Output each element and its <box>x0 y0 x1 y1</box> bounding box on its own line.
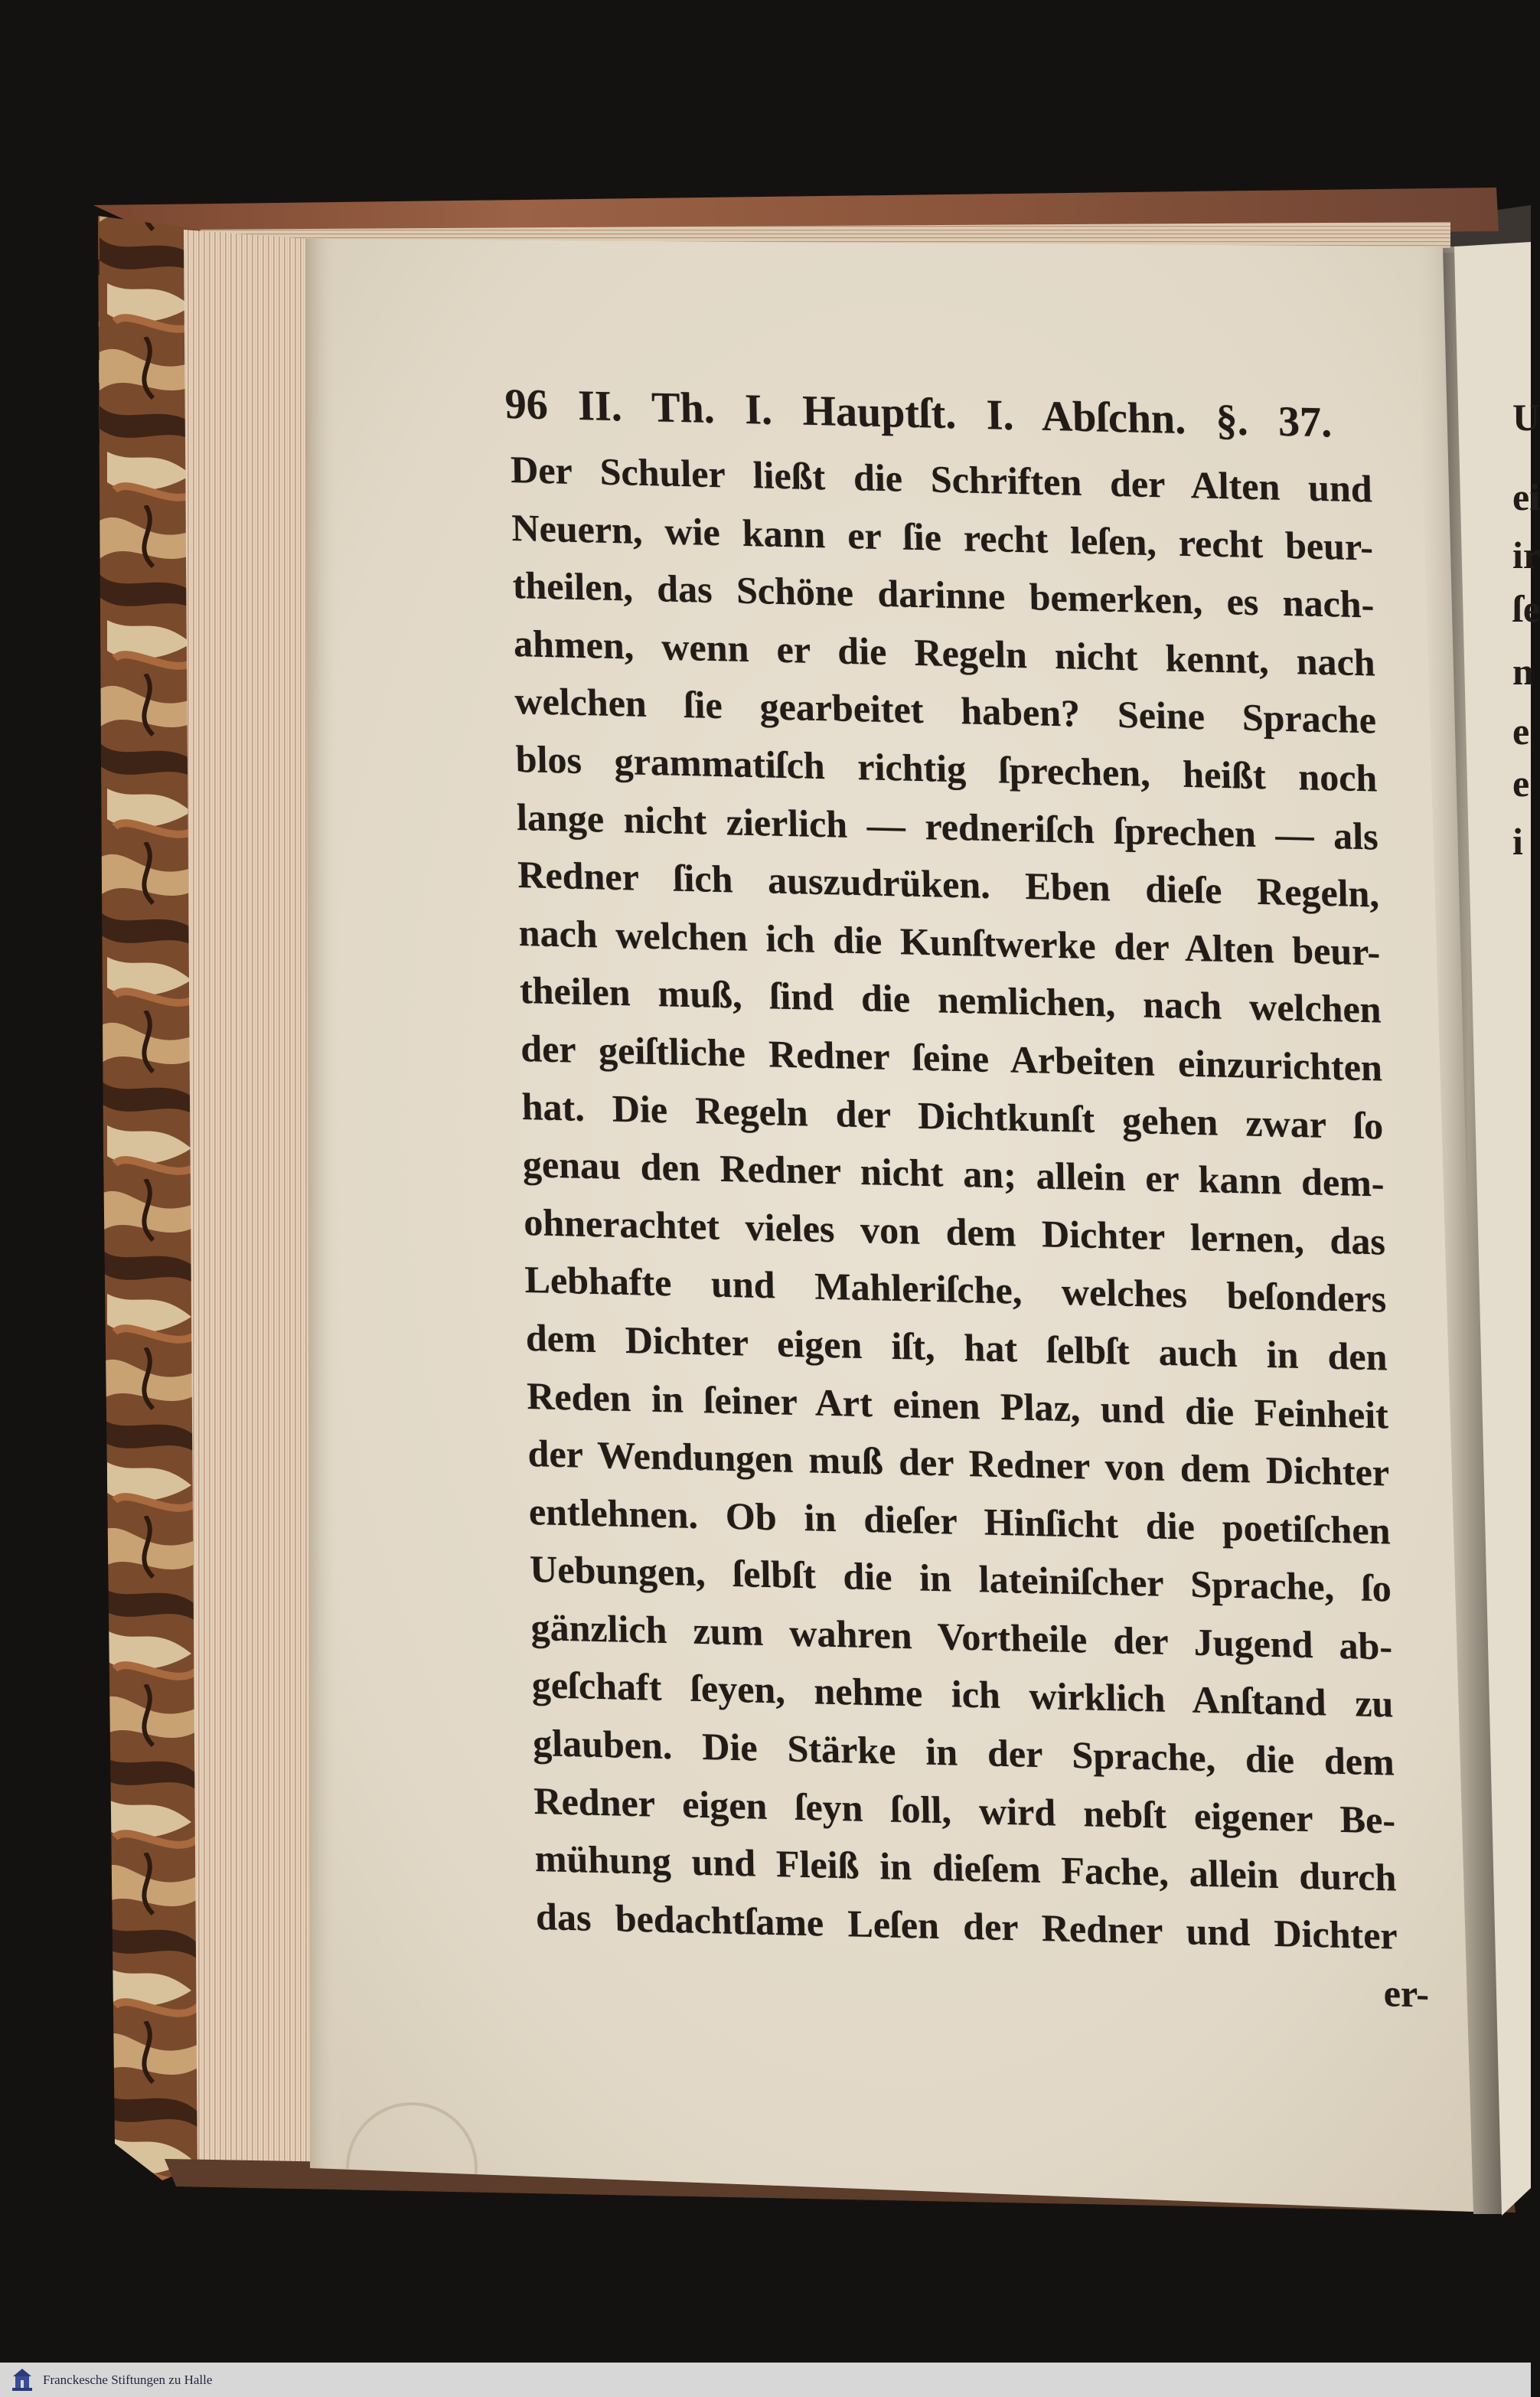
right-page-fragment: U <box>1512 396 1540 439</box>
text-line: ohnerachtet vieles von dem Dichter lernen, das <box>523 1200 1386 1263</box>
text-line: hat. Die Regeln der Dichtkunſt gehen zwar ſo <box>521 1084 1384 1148</box>
text-line: der geiſtliche Redner ſeine Arbeiten einzurichten <box>520 1026 1383 1089</box>
text-line: geſchaft ſeyen, nehme ich wirklich Anſtand zu <box>531 1663 1394 1726</box>
text-line: dem Dichter eigen iſt, hat ſelbſt auch in den <box>525 1315 1388 1379</box>
text-line: lange nicht zierlich — redneriſch ſprechen — als <box>516 795 1378 858</box>
institution-name[interactable]: Franckesche Stiftungen zu Halle <box>43 2372 213 2387</box>
text-line: mühung und Fleiß in dieſem Fache, allein durch <box>534 1837 1397 1899</box>
left-page-shade <box>306 239 341 2169</box>
running-header: 96 II. Th. I. Hauptſt. I. Abſchn. §. 37. <box>504 380 1333 447</box>
text-line: Lebhafte und Mahleriſche, welches beſonders <box>524 1258 1387 1321</box>
right-page-fragment: ei <box>1512 475 1540 518</box>
page-text <box>504 375 1430 2023</box>
text-line: Redner ſich auszudrüken. Eben dieſe Regeln, <box>517 853 1380 916</box>
right-page-fragment: ſe <box>1512 587 1540 630</box>
text-line: entlehnen. Ob in dieſer Hinſicht die poetiſchen <box>528 1489 1391 1553</box>
text-line: blos grammatiſch richtig ſprechen, heißt noch <box>515 736 1378 800</box>
right-page-fragment: e <box>1512 762 1530 805</box>
text-line: theilen muß, ſind die nemlichen, nach welchen <box>519 968 1382 1031</box>
footer-bar <box>0 2363 1531 2397</box>
franckesche-stiftungen-logo-icon[interactable] <box>11 2367 34 2393</box>
right-page-text <box>1458 245 1540 2205</box>
catchword: er- <box>1383 1971 1430 2016</box>
text-line: ahmen, wenn er die Regeln nicht kennt, nach <box>513 621 1376 684</box>
text-line: Redner eigen ſeyn ſoll, wird nebſt eigener Be- <box>533 1778 1396 1842</box>
text-line: Reden in ſeiner Art einen Plaz, und die Feinheit <box>526 1373 1389 1437</box>
right-page-fragment: ir <box>1512 534 1540 576</box>
page-fore-edges <box>184 230 311 2176</box>
text-line: Der Schuler ließt die Schriften der Alten und <box>510 448 1373 511</box>
text-line: gänzlich zum wahren Vortheile der Jugend ab- <box>530 1605 1393 1668</box>
text-line: nach welchen ich die Kunſtwerke der Alten beur- <box>518 910 1381 974</box>
text-line: der Wendungen muß der Redner von dem Dichter <box>527 1432 1390 1494</box>
right-page-fragment: i <box>1512 820 1523 863</box>
text-line: theilen, das Schöne darinne bemerken, es nach- <box>512 563 1375 626</box>
text-line: genau den Redner nicht an; allein er kann dem- <box>522 1142 1385 1205</box>
right-page-fragment: n <box>1512 650 1534 693</box>
text-line: welchen ſie gearbeitet haben? Seine Sprache <box>514 679 1377 742</box>
text-line: Uebungen, ſelbſt die in lateiniſcher Sprache, ſo <box>529 1547 1392 1610</box>
text-line: Neuern, wie kann er ſie recht leſen, recht beur- <box>511 505 1374 569</box>
right-page-fragment: e <box>1512 710 1530 753</box>
marbled-board <box>98 216 201 2180</box>
text-line: glauben. Die Stärke in der Sprache, die dem <box>532 1721 1395 1784</box>
text-line: das bedachtſame Leſen der Redner und Dichter <box>535 1894 1398 1958</box>
